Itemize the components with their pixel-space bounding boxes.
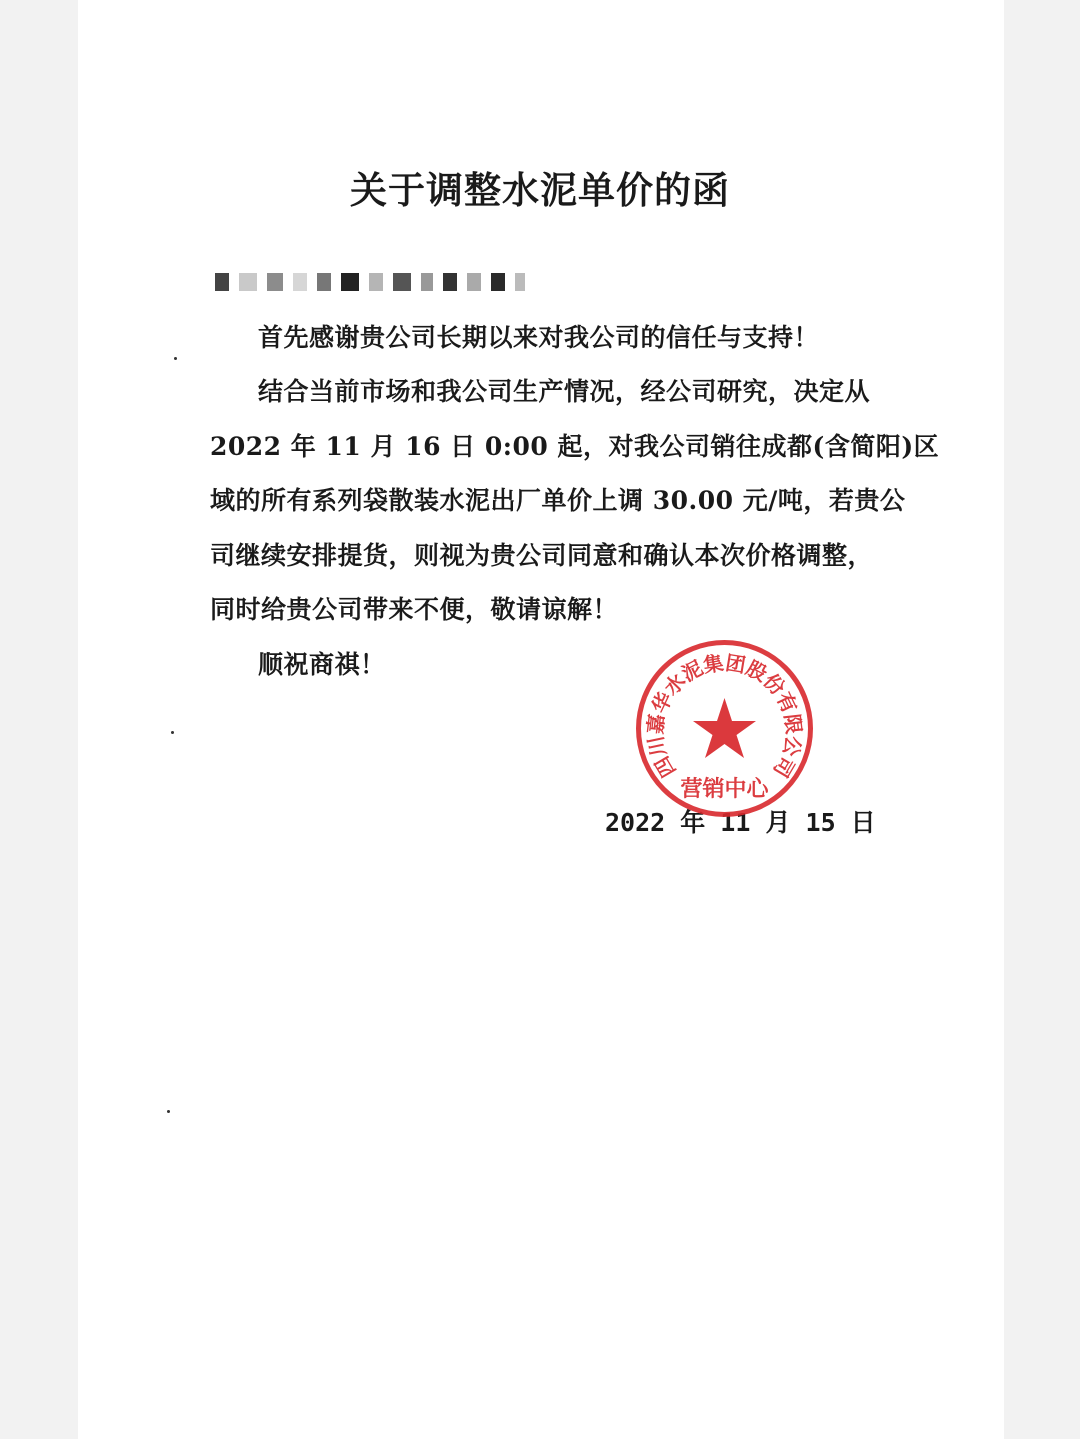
paragraph-thanks: 首先感谢贵公司长期以来对我公司的信任与支持！ [258, 323, 820, 352]
paragraph-line: 结合当前市场和我公司生产情况，经公司研究，决定从 [258, 377, 871, 406]
seal-star-icon [693, 698, 756, 758]
letter-title: 关于调整水泥单价的函 [350, 168, 730, 212]
paragraph-line: 域的所有系列袋散装水泥出厂单价上调 30.00 元/吨，若贵公 [210, 486, 906, 515]
scan-speck [174, 357, 177, 360]
paragraph-line: 司继续安排提货，则视为贵公司同意和确认本次价格调整， [210, 541, 874, 570]
redacted-recipient [215, 271, 535, 293]
company-seal [632, 636, 817, 821]
seal-bottom-text: 营销中心 [680, 776, 769, 801]
seal-arc-text: 四川嘉华水泥集团股份有限公司 [644, 652, 805, 781]
letter-page [78, 0, 1004, 1439]
scan-speck [167, 1110, 170, 1113]
paragraph-line: 2022 年 11 月 16 日 0:00 起，对我公司销往成都(含简阳)区 [210, 432, 940, 461]
closing-line: 顺祝商祺！ [258, 650, 386, 679]
letter-date: 2022 年 11 月 15 日 [605, 808, 876, 837]
scan-speck [171, 731, 174, 734]
paragraph-line: 同时给贵公司带来不便，敬请谅解！ [210, 595, 619, 624]
